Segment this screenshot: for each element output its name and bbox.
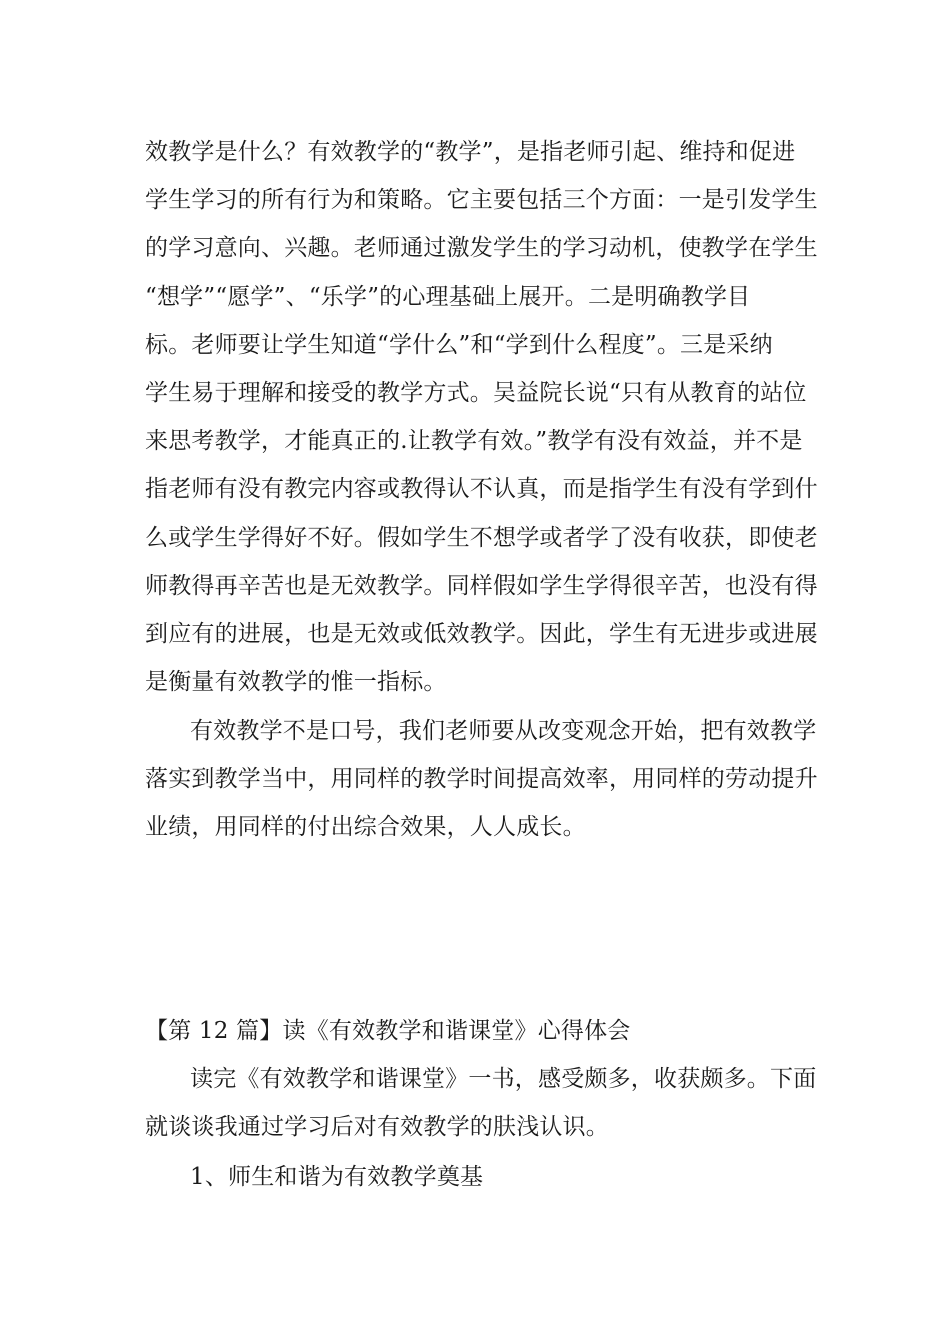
- body-text-line: 的学习意向、兴趣。老师通过激发学生的学习动机，使教学在学生: [145, 235, 818, 261]
- body-text-line: 学生学习的所有行为和策略。它主要包括三个方面：一是引发学生: [145, 187, 818, 213]
- body-text-line: 学生易于理解和接受的教学方式。吴益院长说“只有从教育的站位: [145, 380, 807, 406]
- body-text-line: 读完《有效教学和谐课堂》一书，感受颇多，收获颇多。下面: [190, 1066, 817, 1092]
- body-text-line: 师教得再辛苦也是无效教学。同样假如学生学得很辛苦，也没有得: [145, 573, 818, 599]
- body-text-line: “想学”“愿学”、“乐学”的心理基础上展开。二是明确教学目: [145, 284, 751, 310]
- body-text-line: 么或学生学得好不好。假如学生不想学或者学了没有收获，即使老: [145, 525, 818, 551]
- body-text-line: 有效教学不是口号，我们老师要从改变观念开始，把有效教学: [190, 718, 817, 744]
- subsection-heading: 1、师生和谐为有效教学奠基: [190, 1164, 484, 1190]
- body-text-line: 到应有的进展，也是无效或低效教学。因此，学生有无进步或进展: [145, 621, 818, 647]
- body-text-line: 落实到教学当中，用同样的教学时间提高效率，用同样的劳动提升: [145, 766, 818, 792]
- body-text-line: 来思考教学，才能真正的.让教学有效。”教学有没有效益，并不是: [145, 428, 803, 454]
- section-heading: 【第 12 篇】读《有效教学和谐课堂》心得体会: [145, 1018, 631, 1044]
- body-text-line: 效教学是什么？有效教学的“教学”，是指老师引起、维持和促进: [145, 139, 796, 165]
- body-text-line: 是衡量有效教学的惟一指标。: [145, 669, 447, 695]
- body-text-line: 业绩，用同样的付出综合效果，人人成长。: [145, 814, 586, 840]
- body-text-line: 指老师有没有教完内容或教得认不认真，而是指学生有没有学到什: [145, 476, 818, 502]
- body-text-line: 标。老师要让学生知道“学什么”和“学到什么程度”。三是采纳: [145, 332, 773, 358]
- body-text-line: 就谈谈我通过学习后对有效教学的肤浅认识。: [145, 1114, 609, 1140]
